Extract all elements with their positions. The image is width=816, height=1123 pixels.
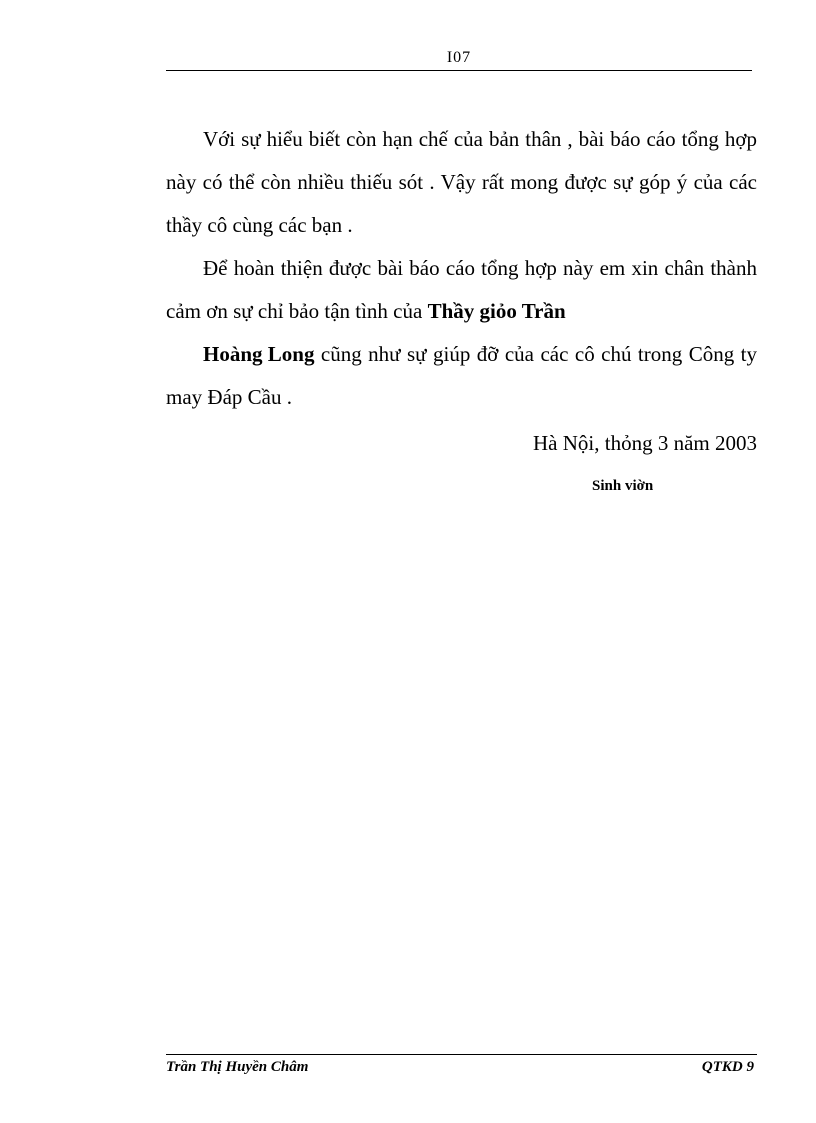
teacher-name-part2: Hoàng Long <box>203 342 315 366</box>
paragraph-thanks <box>166 247 757 419</box>
thanks-text-start: Để hoàn thiện được bài báo cáo tổng hợp này em xin chân thành cảm ơn sự chỉ bảo tận tình của <box>166 256 757 323</box>
footer-rule <box>166 1054 757 1055</box>
teacher-name-part1: Thầy giỏo Trần <box>427 299 566 323</box>
signature-role: Sinh viờn <box>592 478 654 494</box>
date-line: Hà Nội, thỏng 3 năm 2003 <box>533 431 757 455</box>
header-rule <box>166 70 752 71</box>
footer-class-code: QTKD 9 <box>701 1059 754 1075</box>
thanks-text-end: cũng như sự giúp đỡ của các cô chú trong Công ty may Đáp Cầu . <box>166 342 757 409</box>
paragraph-limitations: Với sự hiểu biết còn hạn chế của bản thân , bài báo cáo tổng hợp này có thể còn nhiều thiếu sót . Vậy rất mong được sự góp ý của các thầy cô cùng các bạn . <box>166 127 757 237</box>
page-number: I07 <box>446 49 472 66</box>
document-body <box>166 118 757 419</box>
footer-author: Trần Thị Huyền Châm <box>166 1059 309 1075</box>
